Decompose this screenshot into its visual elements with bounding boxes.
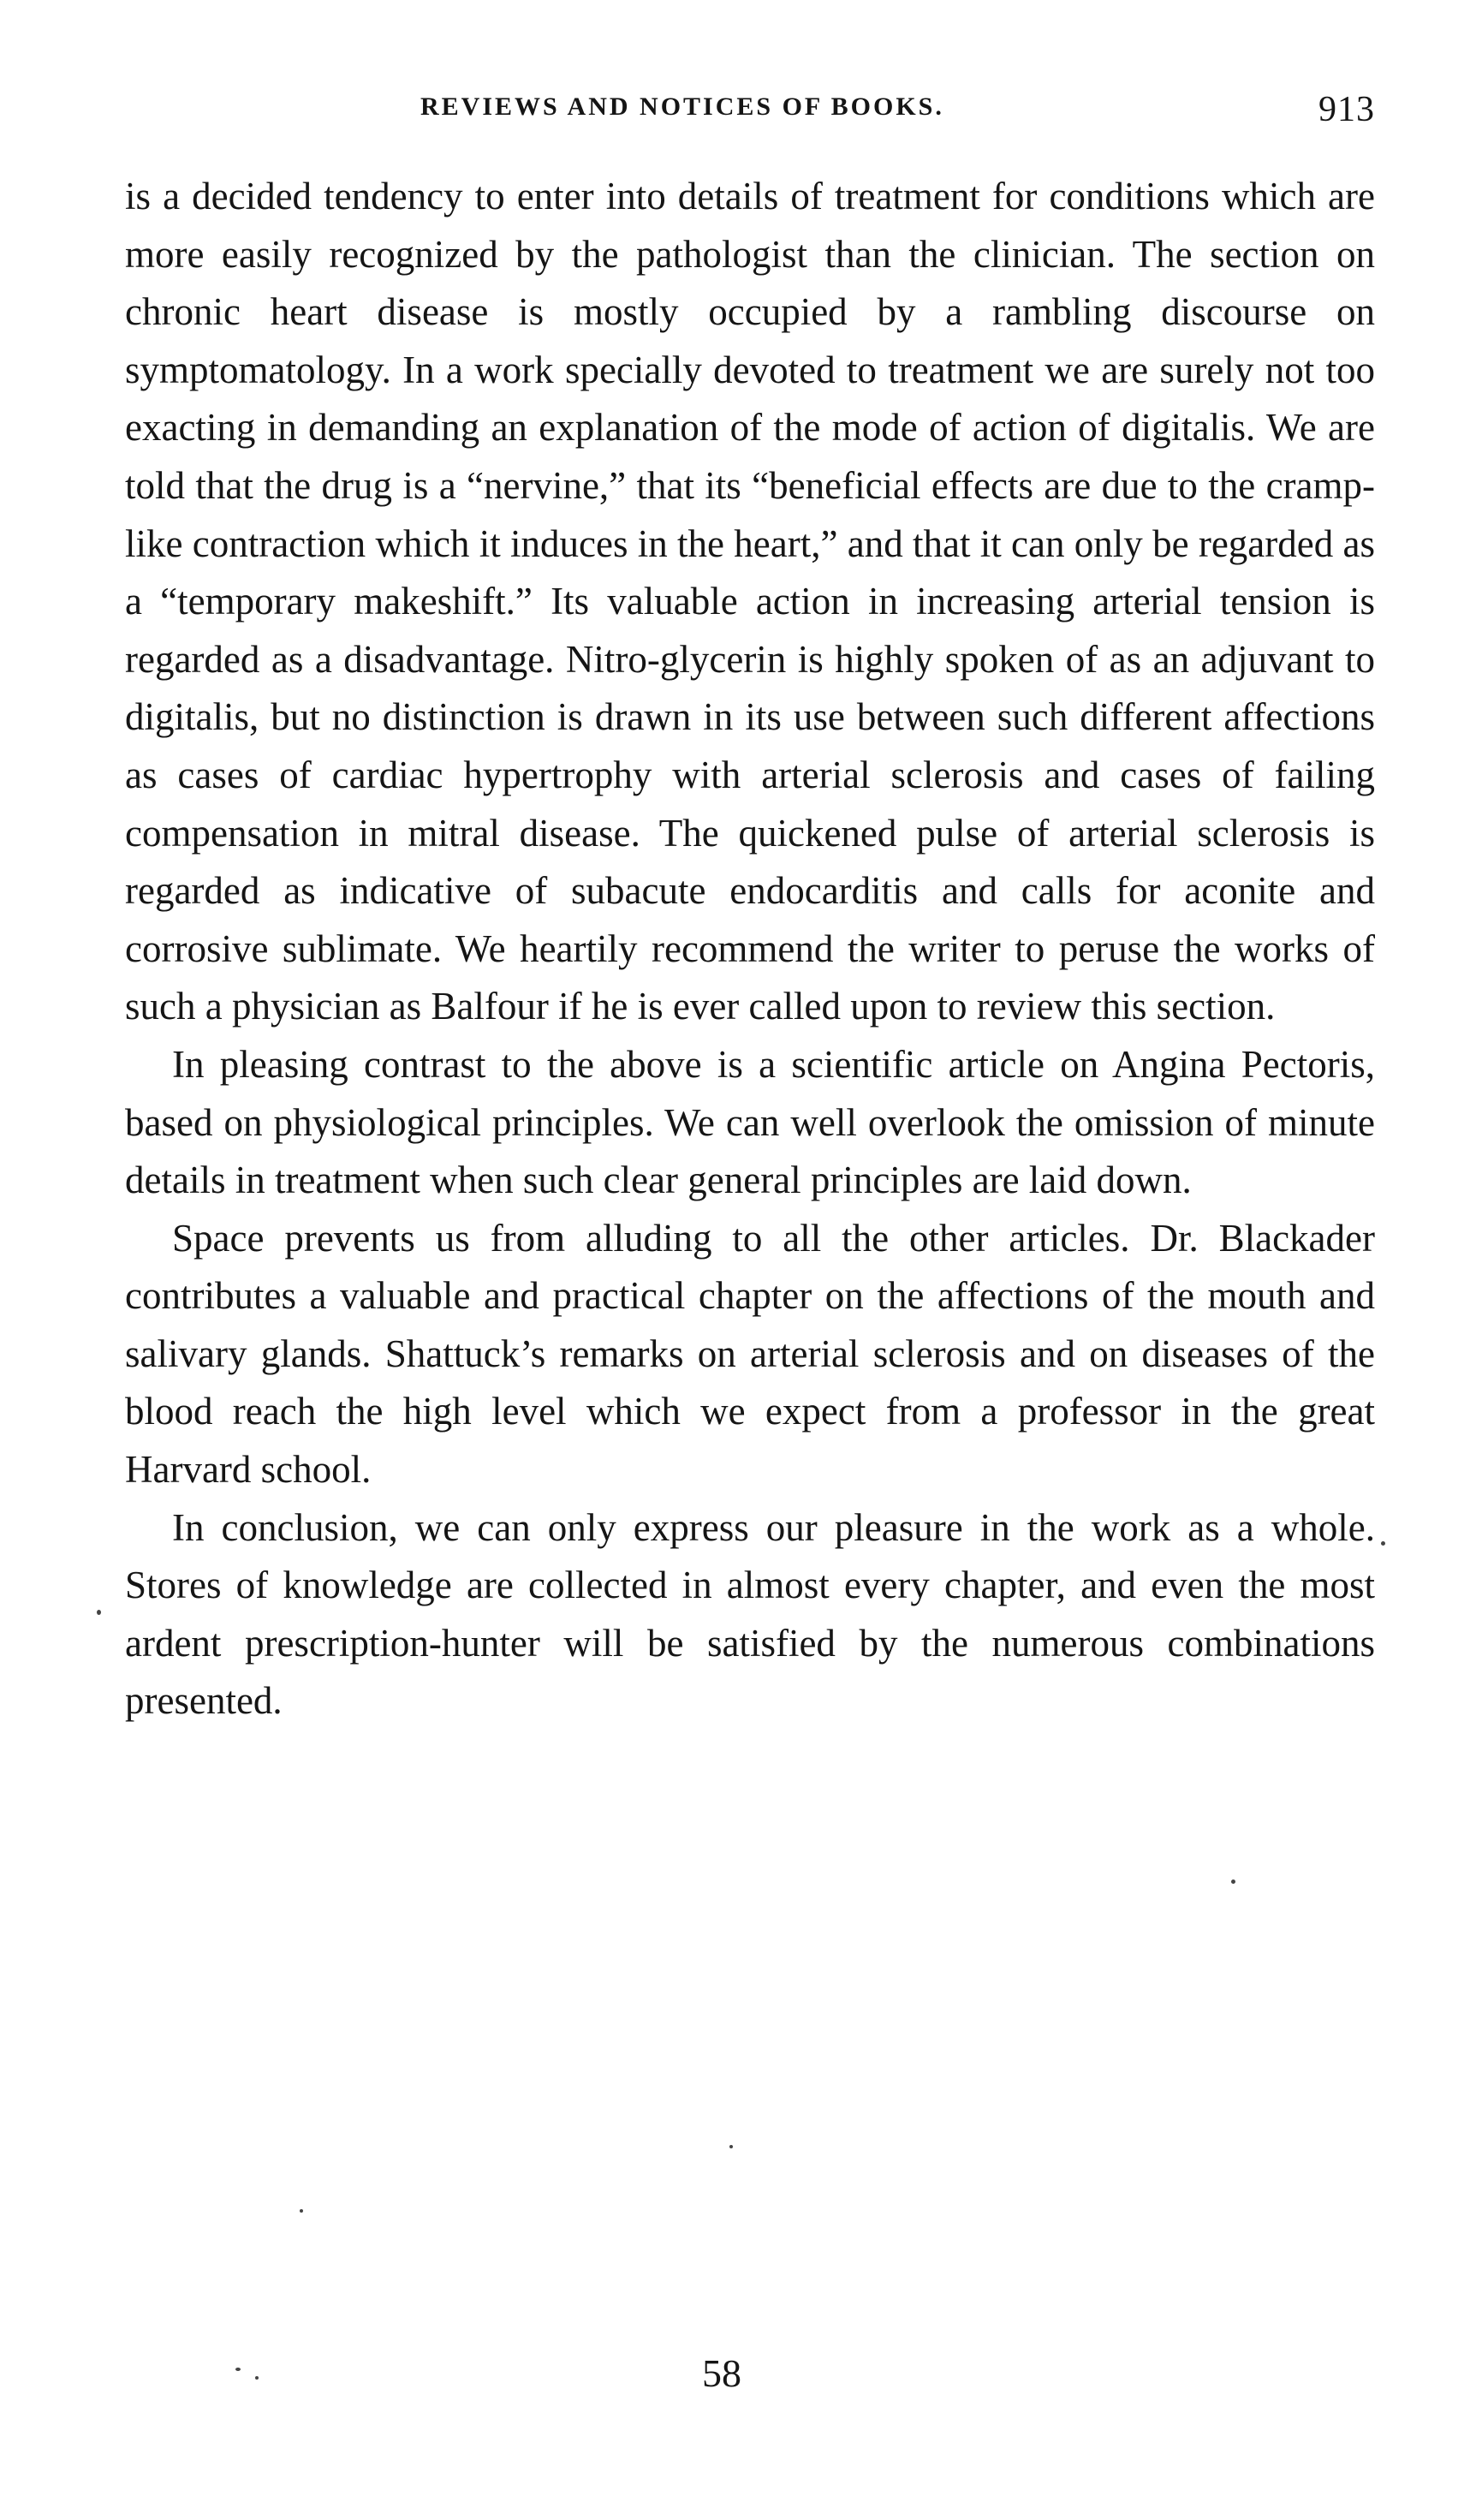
document-page [125, 84, 1375, 1731]
signature-mark: 58 [702, 2351, 741, 2395]
paragraph-1: is a decided tendency to enter into details of treatment for conditions which are more easily recognized by the pathologist than the clinician. The section on chronic heart disease is mostly occupied by a rambling discourse on symptomatology. In a work specially devoted to treatment we are surely not too exacting in demanding an explanation of the mode of action of digitalis. We are told that the drug is a “nervine,” that its “beneficial effects are due to the cramp-like contraction which it induces in the heart,” and that it can only be regarded as a “temporary makeshift.” Its valuable action in increasing arterial tension is regarded as a disadvantage. Nitro-glycerin is highly spoken of as an adjuvant to digitalis, but no distinction is drawn in its use between such different affections as cases of cardiac hypertrophy with arterial sclerosis and cases of failing compensation in mitral disease. The quickened pulse of arterial sclerosis is regarded as indicative of subacute endocarditis and calls for aconite and corrosive sublimate. We heartily recommend the writer to peruse the works of such a physician as Balfour if he is ever called upon to review this section. [125, 175, 1375, 1028]
article-body [125, 168, 1375, 1731]
scan-speck [1381, 1541, 1385, 1546]
page-number: 913 [1318, 90, 1375, 129]
running-head [125, 84, 1375, 135]
scan-speck [1231, 1880, 1235, 1884]
scan-speck [235, 2368, 241, 2371]
paragraph-2: In pleasing contrast to the above is a scientific article on Angina Pectoris, based on physiological principles. We can well overlook the omission of minute details in treatment when such clear general principles are laid down. [125, 1042, 1375, 1202]
scan-speck [97, 1610, 101, 1615]
paragraph-4: In conclusion, we can only express our pleasure in the work as a whole. Stores of knowledge are collected in almost every chapter, and even the most ardent prescription-hunter will be satisfied by the numerous combinations presented. [125, 1505, 1375, 1723]
scan-speck [255, 2376, 259, 2380]
scan-speck [729, 2145, 733, 2148]
running-title: REVIEWS AND NOTICES OF BOOKS. [420, 92, 944, 121]
scan-speck [300, 2209, 303, 2213]
paragraph-3: Space prevents us from alluding to all the other articles. Dr. Blackader contributes a valuable and practical chapter on the affections of the mouth and salivary glands. Shattuck’s remarks on arterial sclerosis and on diseases of the blood reach the high level which we expect from a professor in the great Harvard school. [125, 1216, 1375, 1492]
